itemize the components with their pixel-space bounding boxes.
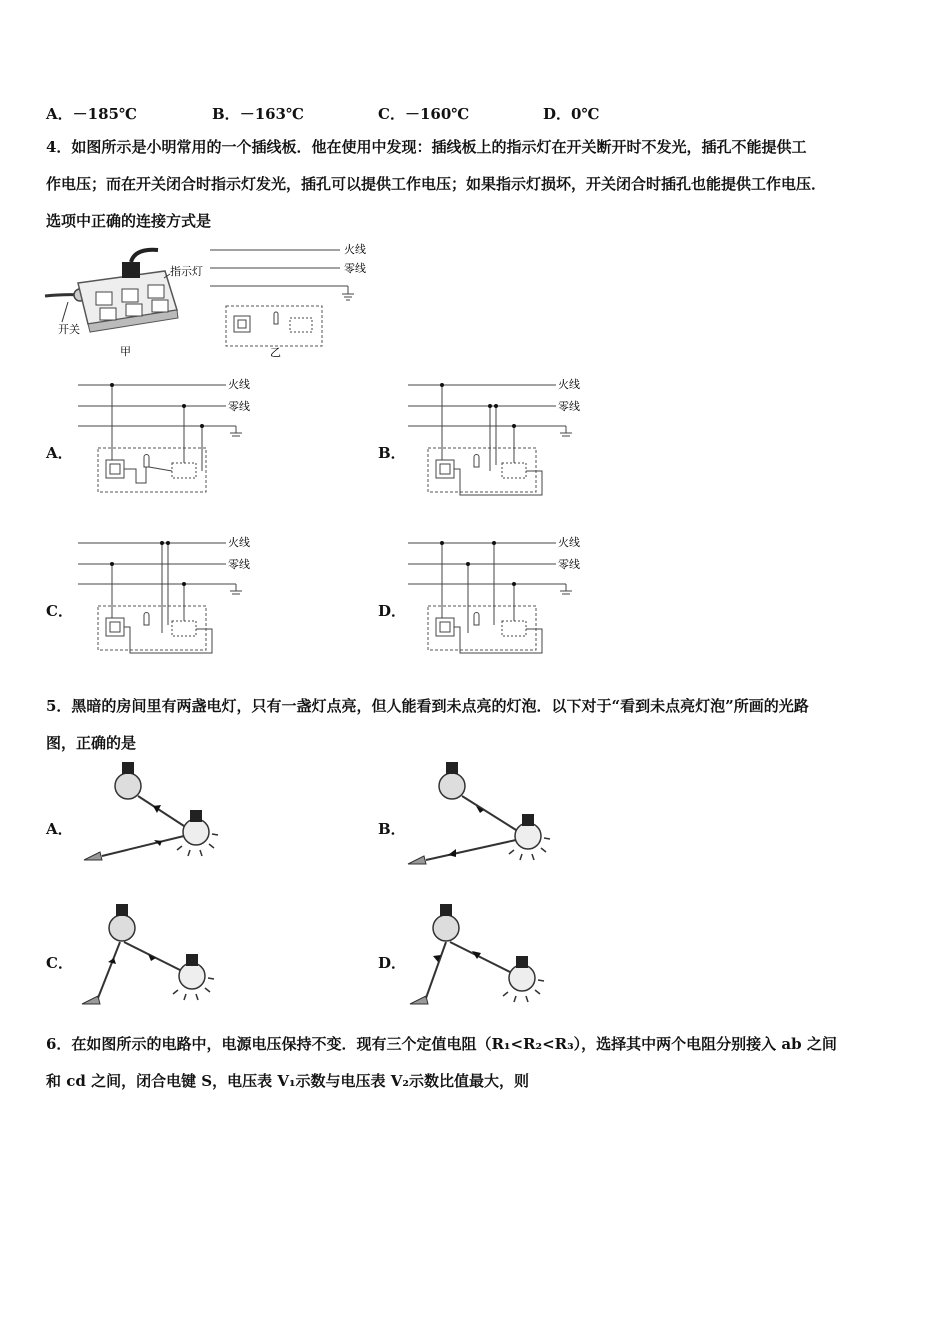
q3-option-c[interactable] [378,103,469,124]
q4-figure-power-strip [40,238,380,363]
yi-live-label: 火线 [344,243,366,256]
b-neutral-label: 零线 [558,400,580,413]
indicator-label: 指示灯 [170,265,203,278]
c-neutral-label: 零线 [228,558,250,571]
switch-label: 开关 [58,323,80,336]
q5-diagram-b [408,760,568,870]
lit-bulb-icon [509,814,550,860]
q6-line-1: 6．在如图所示的电路中，电源电压保持不变．现有三个定值电阻（R₁<R₂<R₃），选择其中两个电阻分别接入 ab 之间 [46,1035,837,1053]
q3-option-b[interactable] [212,103,304,124]
q4-line-2: 作电压；而在开关闭合时指示灯发光，插孔可以提供工作电压；如果指示灯损坏，开关闭合时插孔也能提供工作电压． [46,175,827,193]
unlit-bulb-icon [439,762,465,799]
q3-option-a-text: －185℃ [72,105,137,123]
q5-option-b[interactable]: B． [378,820,406,838]
q5-option-a[interactable]: A． [46,820,73,838]
q3-option-d-text: 0℃ [571,105,600,123]
q5-option-d[interactable]: D． [378,954,407,972]
unlit-bulb-icon [115,762,141,799]
q6-line-2: 和 cd 之间，闭合电键 S，电压表 V₁示数与电压表 V₂示数比值最大，则 [46,1072,529,1090]
q4-line-1: 4．如图所示是小明常用的一个插线板．他在使用中发现：插线板上的指示灯在开关断开时不发光，插孔不能提供工 [46,138,807,156]
d-live-label: 火线 [558,536,580,549]
q3-option-d[interactable] [543,103,599,124]
q4-circuit-b [408,375,588,500]
q3-option-c-text: －160℃ [404,105,470,123]
q5-line-1: 5．黑暗的房间里有两盏电灯，只有一盏灯点亮，但人能看到未点亮的灯泡．以下对于“看到未点亮灯泡”所画的光路 [46,697,809,715]
q4-line-3: 选项中正确的连接方式是 [46,212,212,230]
q4-circuit-d [408,533,588,658]
lit-bulb-icon [173,954,214,1000]
q5-diagram-c [78,900,238,1010]
fig-yi-label: 乙 [270,346,281,359]
q4-circuit-a [78,375,258,500]
q3-option-a[interactable] [46,103,137,124]
yi-neutral-label: 零线 [344,262,366,275]
q3-option-d-letter: D． [543,105,572,123]
unlit-bulb-icon [109,904,135,941]
eye-icon [84,852,102,860]
unlit-bulb-icon [433,904,459,941]
fig-jia-label: 甲 [120,345,131,358]
lit-bulb-icon [177,810,218,856]
eye-icon [408,856,426,864]
q5-diagram-a [78,760,238,870]
q5-option-c[interactable]: C． [46,954,73,972]
q3-option-c-letter: C． [378,105,405,123]
lit-bulb-icon [503,956,544,1002]
a-live-label: 火线 [228,378,250,391]
a-neutral-label: 零线 [228,400,250,413]
q5-line-2: 图，正确的是 [46,734,137,752]
q3-option-a-letter: A． [46,105,73,123]
q4-circuit-c [78,533,258,658]
q4-option-b[interactable]: B． [378,444,406,462]
d-neutral-label: 零线 [558,558,580,571]
q5-diagram-d [408,900,568,1010]
q3-option-b-letter: B． [212,105,240,123]
b-live-label: 火线 [558,378,580,391]
q4-option-a[interactable]: A． [46,444,73,462]
q4-option-d[interactable]: D． [378,602,407,620]
q4-option-c[interactable]: C． [46,602,73,620]
q3-option-b-text: －163℃ [239,105,304,123]
c-live-label: 火线 [228,536,250,549]
